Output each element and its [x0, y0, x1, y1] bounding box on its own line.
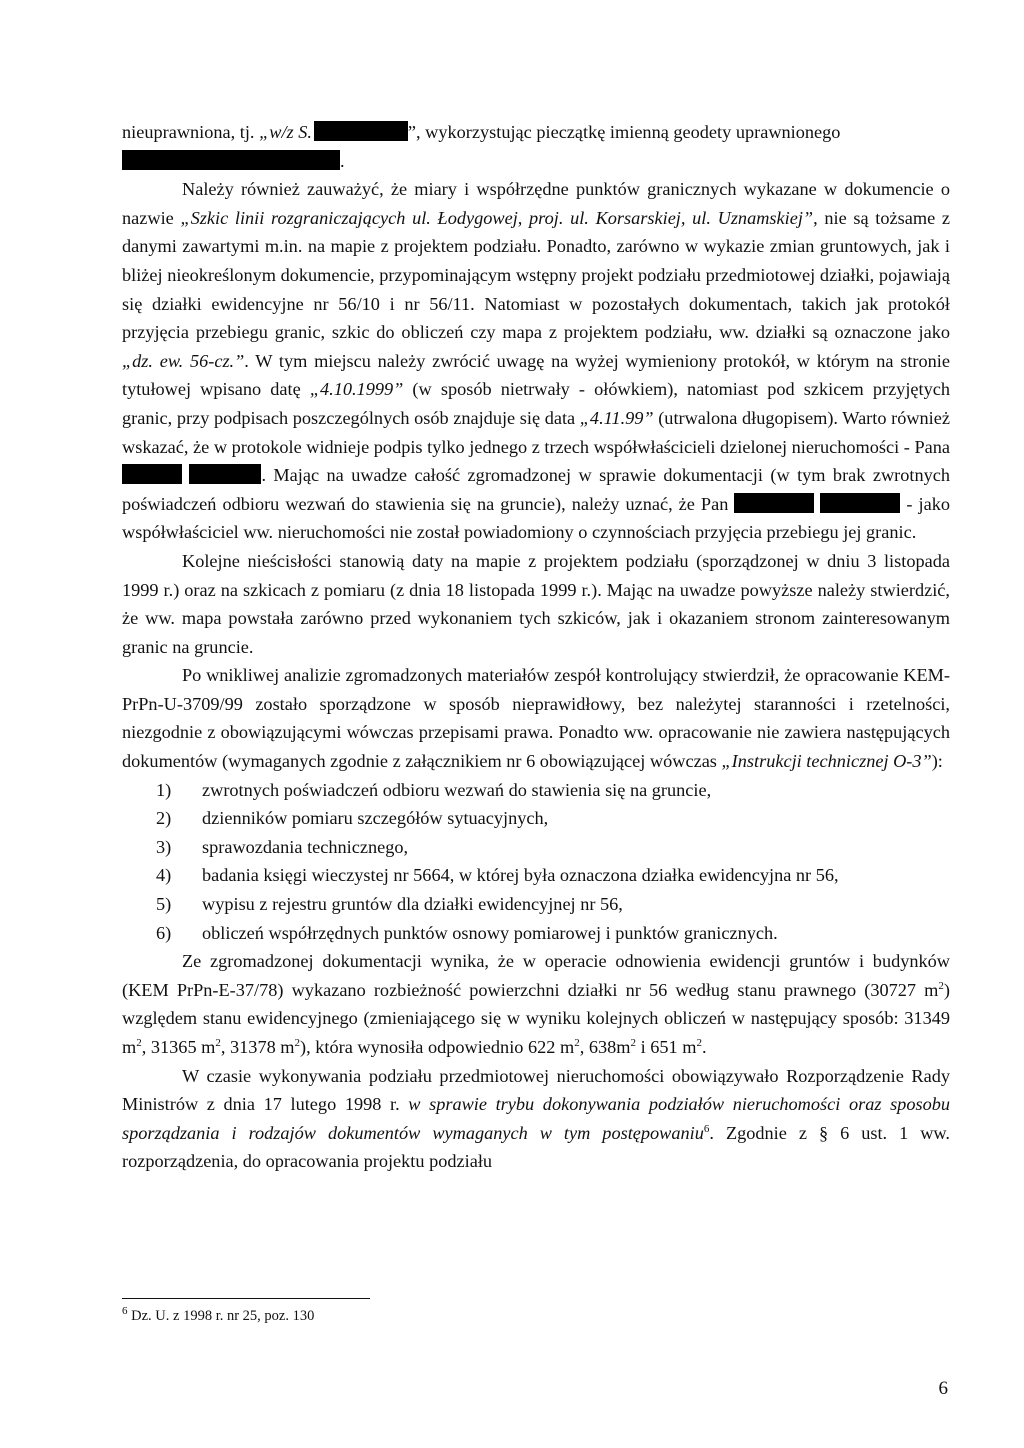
text-run-italic: „Instrukcji technicznej O-3”: [721, 751, 932, 772]
list-item-text: dzienników pomiaru szczegółów sytuacyjnych,: [202, 808, 549, 829]
list-item: [156, 919, 950, 948]
paragraph-2: [122, 175, 950, 547]
text-run-italic: „dz. ew. 56-cz.”: [122, 350, 245, 371]
footnote-reference: 6: [703, 1122, 710, 1135]
paragraph-4: [122, 661, 950, 775]
list-item: [156, 833, 950, 862]
text-run: ) względem stanu ewidencyjnego (zmieniającego się w wyniku kolejnych obliczeń w następujący sposób: 31349 m: [122, 979, 950, 1057]
redaction-block: [122, 464, 182, 484]
footnote: [122, 1306, 314, 1326]
text-run: Należy również zauważyć, że miary i współrzędne punktów granicznych wykazane w dokumencie o nazwie: [122, 179, 950, 228]
paragraph-1: [122, 118, 950, 175]
text-run: , 638m: [579, 1037, 631, 1057]
superscript: 2: [215, 1036, 221, 1049]
text-run-italic: „4.11.99”: [579, 407, 654, 428]
text-run: (w sposób nietrwały - ołówkiem), natomiast pod szkicem przyjętych granic, przy podpisach poszczególnych osób znajduje się data: [122, 379, 950, 428]
text-run: W czasie wykonywania podziału przedmiotowej nieruchomości obowiązywało Rozporządzenie Rady Ministrów z dnia 17 lutego 1998 r.: [122, 1065, 950, 1115]
superscript: 2: [294, 1036, 301, 1049]
list-item: [156, 804, 950, 833]
list-item: [156, 861, 950, 890]
list-item-number: 3): [156, 836, 172, 857]
text-run: . Zgodnie z § 6 ust. 1 ww. rozporządzenia, do opracowania projektu podziału: [122, 1122, 951, 1172]
missing-documents-list: [122, 776, 950, 948]
superscript: 2: [630, 1036, 636, 1049]
redaction-block: [189, 464, 261, 484]
superscript: 2: [938, 979, 944, 992]
superscript: 2: [574, 1036, 580, 1049]
list-item-number: 1): [156, 779, 172, 800]
text-run-italic: „4.10.1999”: [309, 379, 404, 400]
text-run: - jako współwłaściciel ww. nieruchomości nie został powiadomiony o czynnościach przyjęcia przebiegu jej granic.: [122, 493, 950, 543]
list-item-text: obliczeń współrzędnych punktów osnowy pomiarowej i punktów granicznych.: [202, 922, 778, 943]
text-run-italic: „w/z S.: [259, 122, 312, 142]
redaction-block: [734, 493, 814, 513]
text-run: , 31378 m: [220, 1037, 295, 1057]
text-run: . Mając na uwadze całość zgromadzonej w sprawie dokumentacji (w tym brak zwrotnych poświadczeń odbioru wezwań do stawienia się na gruncie), należy uznać, że Pan: [122, 465, 951, 514]
text-run: ), która wynosiła odpowiednio 622 m: [300, 1037, 575, 1057]
paragraph-6: [122, 1062, 950, 1176]
text-run: i 651 m: [636, 1037, 697, 1057]
text-run: . W tym miejscu należy zwrócić uwagę na wyżej wymieniony protokół, w którym na stronie tytułowej wpisano datę: [122, 350, 950, 400]
footnote-number: 6: [122, 1305, 128, 1318]
paragraph-5: [122, 947, 950, 1061]
footnote-text: Dz. U. z 1998 r. nr 25, poz. 130: [127, 1308, 315, 1324]
list-item: [156, 776, 950, 805]
text-run-italic: „Szkic linii rozgraniczających ul. Łodygowej, proj. ul. Korsarskiej, ul. Uznamskiej”: [180, 207, 814, 228]
document-body: [122, 118, 950, 1176]
superscript: 2: [696, 1036, 702, 1049]
text-run: .: [340, 150, 345, 171]
superscript: 2: [136, 1036, 142, 1049]
text-run: , nie są tożsame z danymi zawartymi m.in. na mapie z projektem podziału. Ponadto, zarówno w wykazie zmian gruntowych, jak i bliżej nieokreślonym dokumencie, przypominającym wstępny projekt podziału przedmiotowej działki, pojawiają się działki ewidencyjne nr 56/10 i nr 56/11. Natomiast w pozostałych dokumentach, takich jak protokół przyjęcia przebiegu granic, szkic do obliczeń czy mapa z projektem podziału, ww. działki są oznaczone jako: [122, 207, 950, 343]
paragraph-3: Kolejne nieścisłości stanowią daty na mapie z projektem podziału (sporządzonej w dniu 3 listopada 1999 r.) oraz na szkicach z pomiaru (z dnia 18 listopada 1999 r.). Mając na uwadze powyższe należy stwierdzić, że ww. mapa powstała zarówno przed wykonaniem tych szkiców, jak i okazaniem stronom zainteresowanym granic na gruncie.: [122, 550, 950, 657]
text-run: ”, wykorzystując pieczątkę imienną geodety uprawnionego: [407, 122, 841, 142]
list-item-number: 2): [156, 808, 172, 829]
list-item: [156, 890, 950, 919]
footnote-divider: [122, 1298, 370, 1299]
text-run: .: [701, 1037, 707, 1057]
text-run-italic: w sprawie trybu dokonywania podziałów nieruchomości oraz sposobu sporządzania i rodzajów dokumentów wymaganych w tym postępowaniu: [122, 1094, 951, 1143]
list-item-text: badania księgi wieczystej nr 5664, w której była oznaczona działka ewidencyjna nr 56,: [202, 865, 839, 886]
list-item-text: zwrotnych poświadczeń odbioru wezwań do stawienia się na gruncie,: [202, 779, 712, 800]
text-run: ):: [931, 751, 943, 772]
redaction-block: [122, 150, 340, 170]
text-run: (utrwalona długopisem). Warto również wskazać, że w protokole widnieje podpis tylko jednego z trzech współwłaścicieli dzielonej nieruchomości - Pana: [122, 407, 950, 457]
text-run: Ze zgromadzonej dokumentacji wynika, że w operacie odnowienia ewidencji gruntów i budynków (KEM PrPn-E-37/78) wykazano rozbieżność powierzchni działki nr 56 według stanu prawnego (30727 m: [122, 951, 950, 1000]
text-run: Po wnikliwej analizie zgromadzonych materiałów zespół kontrolujący stwierdził, że opracowanie KEM-PrPn-U-3709/99 zostało sporządzone w sposób nieprawidłowy, bez należytej staranności i rzetelności, niezgodnie z obowiązującymi wówczas przepisami prawa. Ponadto ww. opracowanie nie zawiera następujących dokumentów (wymaganych zgodnie z załącznikiem nr 6 obowiązującej wówczas: [122, 665, 950, 772]
list-item-number: 6): [156, 922, 172, 943]
list-item-text: sprawozdania technicznego,: [202, 836, 409, 857]
page-number: 6: [938, 1378, 948, 1399]
redaction-block: [314, 121, 408, 141]
text-run: , 31365 m: [141, 1037, 216, 1057]
redaction-block: [820, 493, 900, 513]
list-item-number: 4): [156, 865, 172, 886]
text-run: nieuprawniona, tj.: [122, 122, 260, 142]
list-item-number: 5): [156, 894, 172, 915]
list-item-text: wypisu z rejestru gruntów dla działki ewidencyjnej nr 56,: [202, 894, 623, 915]
